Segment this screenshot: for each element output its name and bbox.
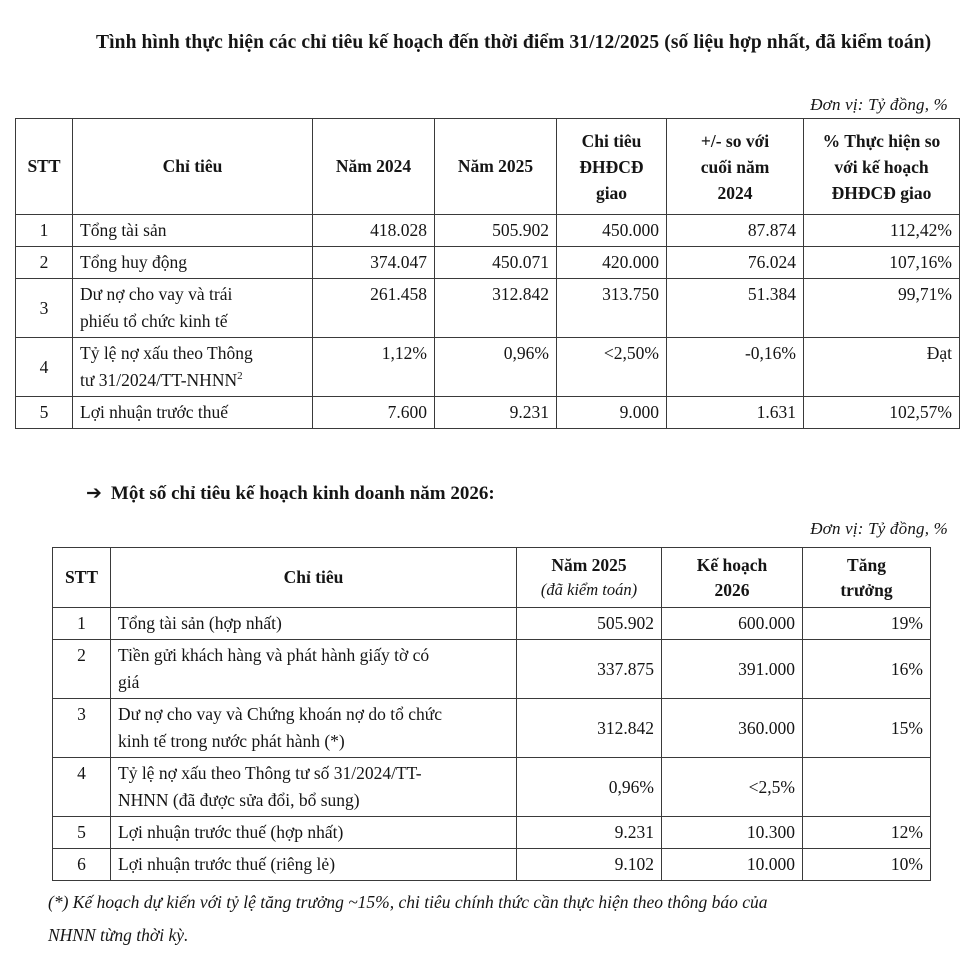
cell-year-2025: 450.071 xyxy=(435,247,557,279)
cell-year-2025: 9.102 xyxy=(517,849,662,881)
table-row xyxy=(53,817,931,849)
th-target-line-2: ĐHĐCĐ xyxy=(579,156,644,177)
cell-indicator-line-2: kinh tế trong nước phát hành (*) xyxy=(118,731,345,751)
unit-caption-table-2: Đơn vị: Tỷ đồng, % xyxy=(810,519,948,538)
cell-target: 313.750 xyxy=(557,279,667,338)
page-title-line-2: đã kiểm toán) xyxy=(815,32,932,53)
cell-pct: 99,71% xyxy=(804,279,960,338)
cell-indicator xyxy=(111,699,517,758)
th-indicator: Chỉ tiêu xyxy=(73,119,313,215)
cell-indicator xyxy=(73,338,313,397)
cell-growth: 19% xyxy=(803,608,931,640)
cell-growth: 16% xyxy=(803,640,931,699)
section-heading-2026-plan xyxy=(86,482,495,505)
th-growth-line-1: Tăng xyxy=(847,554,886,575)
cell-stt: 2 xyxy=(16,247,73,279)
cell-plan-2026: 360.000 xyxy=(662,699,803,758)
page-title xyxy=(96,26,956,60)
cell-indicator xyxy=(111,758,517,817)
cell-year-2025: 0,96% xyxy=(517,758,662,817)
cell-indicator-line-1: Tiền gửi khách hàng và phát hành giấy tờ có xyxy=(118,645,430,665)
cell-indicator xyxy=(111,640,517,699)
table-row xyxy=(53,608,931,640)
cell-indicator: Lợi nhuận trước thuế xyxy=(73,397,313,429)
section-heading-label: Một số chỉ tiêu kế hoạch kinh doanh năm 2026: xyxy=(110,483,495,504)
cell-indicator-line-1: Dư nợ cho vay và trái xyxy=(80,284,233,304)
th-year-2025-audited xyxy=(517,548,662,608)
cell-growth: 15% xyxy=(803,699,931,758)
cell-delta: 51.384 xyxy=(667,279,804,338)
cell-year-2025: 312.842 xyxy=(517,699,662,758)
cell-stt: 3 xyxy=(16,279,73,338)
cell-delta: -0,16% xyxy=(667,338,804,397)
cell-stt: 3 xyxy=(53,699,111,758)
cell-delta: 87.874 xyxy=(667,215,804,247)
footnote-marker-2: 2 xyxy=(237,370,243,383)
cell-indicator: Tổng tài sản (hợp nhất) xyxy=(111,608,517,640)
cell-pct: 107,16% xyxy=(804,247,960,279)
cell-stt: 2 xyxy=(53,640,111,699)
th-growth xyxy=(803,548,931,608)
cell-target: 420.000 xyxy=(557,247,667,279)
cell-year-2024: 374.047 xyxy=(313,247,435,279)
th-plan-2026-line-2: 2026 xyxy=(714,579,750,600)
cell-year-2025: 312.842 xyxy=(435,279,557,338)
cell-indicator: Lợi nhuận trước thuế (hợp nhất) xyxy=(111,817,517,849)
th-plan-2026 xyxy=(662,548,803,608)
cell-delta: 76.024 xyxy=(667,247,804,279)
cell-plan-2026: 10.000 xyxy=(662,849,803,881)
table-row xyxy=(16,279,960,338)
cell-indicator-line-2-text: tư 31/2024/TT-NHNN xyxy=(80,370,238,390)
th-year-2025-line-1: Năm 2025 xyxy=(551,555,627,575)
cell-year-2025: 505.902 xyxy=(517,608,662,640)
th-stt: STT xyxy=(53,548,111,608)
cell-indicator: Tổng huy động xyxy=(73,247,313,279)
table-row xyxy=(16,397,960,429)
cell-stt: 5 xyxy=(53,817,111,849)
table-row xyxy=(53,640,931,699)
cell-growth: 12% xyxy=(803,817,931,849)
th-plan-2026-line-1: Kế hoạch xyxy=(696,554,768,575)
cell-year-2025: 505.902 xyxy=(435,215,557,247)
th-growth-line-2: trưởng xyxy=(840,579,893,600)
table-row xyxy=(16,215,960,247)
cell-target: 9.000 xyxy=(557,397,667,429)
cell-pct: 112,42% xyxy=(804,215,960,247)
cell-indicator-line-1: Tỷ lệ nợ xấu theo Thông tư số 31/2024/TT- xyxy=(118,763,422,783)
cell-growth: 10% xyxy=(803,849,931,881)
cell-indicator: Lợi nhuận trước thuế (riêng lẻ) xyxy=(111,849,517,881)
th-year-2025: Năm 2025 xyxy=(435,119,557,215)
cell-stt: 5 xyxy=(16,397,73,429)
th-pct-line-2: với kế hoạch xyxy=(834,156,929,177)
th-delta-line-2: cuối năm xyxy=(700,156,770,177)
th-year-2024: Năm 2024 xyxy=(313,119,435,215)
cell-plan-2026: 600.000 xyxy=(662,608,803,640)
table-row xyxy=(16,247,960,279)
th-pct-line-1: % Thực hiện so xyxy=(822,130,941,151)
cell-year-2024: 1,12% xyxy=(313,338,435,397)
th-target-line-1: Chi tiêu xyxy=(581,130,642,151)
table-plan-2026 xyxy=(52,547,931,881)
cell-stt: 6 xyxy=(53,849,111,881)
cell-stt: 4 xyxy=(16,338,73,397)
cell-indicator-line-2: giá xyxy=(118,672,140,692)
cell-growth xyxy=(803,758,931,817)
table-plan-execution xyxy=(15,118,960,429)
cell-indicator-line-1: Tỷ lệ nợ xấu theo Thông xyxy=(80,343,253,363)
table-row xyxy=(53,849,931,881)
cell-indicator xyxy=(73,279,313,338)
footnote-line-2: NHNN từng thời kỳ. xyxy=(48,925,189,945)
cell-year-2025: 0,96% xyxy=(435,338,557,397)
cell-year-2024: 7.600 xyxy=(313,397,435,429)
table-1-header-row xyxy=(16,119,960,215)
footnote-asterisk xyxy=(48,886,948,952)
cell-stt: 1 xyxy=(16,215,73,247)
table-row xyxy=(16,338,960,397)
cell-plan-2026: <2,5% xyxy=(662,758,803,817)
cell-stt: 1 xyxy=(53,608,111,640)
cell-indicator: Tổng tài sản xyxy=(73,215,313,247)
footnote-line-1: (*) Kế hoạch dự kiến với tỷ lệ tăng trưởng ~15%, chi tiêu chính thức cần thực hiện theo thông báo của xyxy=(48,892,768,912)
th-target-line-3: giao xyxy=(595,182,628,203)
cell-indicator-line-2 xyxy=(80,367,305,394)
th-stt: STT xyxy=(16,119,73,215)
th-year-2025-line-2: (đã kiểm toán) xyxy=(540,580,638,599)
cell-plan-2026: 10.300 xyxy=(662,817,803,849)
cell-indicator-line-2: NHNN (đã được sửa đổi, bổ sung) xyxy=(118,790,360,810)
cell-plan-2026: 391.000 xyxy=(662,640,803,699)
cell-year-2025: 9.231 xyxy=(435,397,557,429)
cell-year-2025: 9.231 xyxy=(517,817,662,849)
th-target-dhdcd xyxy=(557,119,667,215)
table-2-header-row xyxy=(53,548,931,608)
page-title-line-1: Tình hình thực hiện các chỉ tiêu kế hoạch đến thời điểm 31/12/2025 (số liệu hợp nhất, xyxy=(96,32,811,53)
table-row xyxy=(53,758,931,817)
cell-pct: 102,57% xyxy=(804,397,960,429)
cell-delta: 1.631 xyxy=(667,397,804,429)
cell-target: <2,50% xyxy=(557,338,667,397)
th-delta-line-1: +/- so với xyxy=(700,130,770,151)
cell-stt: 4 xyxy=(53,758,111,817)
cell-target: 450.000 xyxy=(557,215,667,247)
cell-year-2024: 261.458 xyxy=(313,279,435,338)
th-delta-vs-2024 xyxy=(667,119,804,215)
unit-caption-table-1: Đơn vị: Tỷ đồng, % xyxy=(810,95,948,114)
th-indicator: Chỉ tiêu xyxy=(111,548,517,608)
table-row xyxy=(53,699,931,758)
arrow-right-icon: ➔ xyxy=(86,483,102,504)
cell-year-2024: 418.028 xyxy=(313,215,435,247)
cell-indicator-line-1: Dư nợ cho vay và Chứng khoán nợ do tổ chức xyxy=(118,704,442,724)
th-delta-line-3: 2024 xyxy=(717,182,753,203)
cell-indicator-line-2: phiếu tổ chức kinh tế xyxy=(80,311,228,331)
cell-year-2025: 337.875 xyxy=(517,640,662,699)
th-pct-line-3: ĐHĐCĐ giao xyxy=(831,182,932,203)
th-pct-vs-plan xyxy=(804,119,960,215)
cell-pct: Đạt xyxy=(804,338,960,397)
